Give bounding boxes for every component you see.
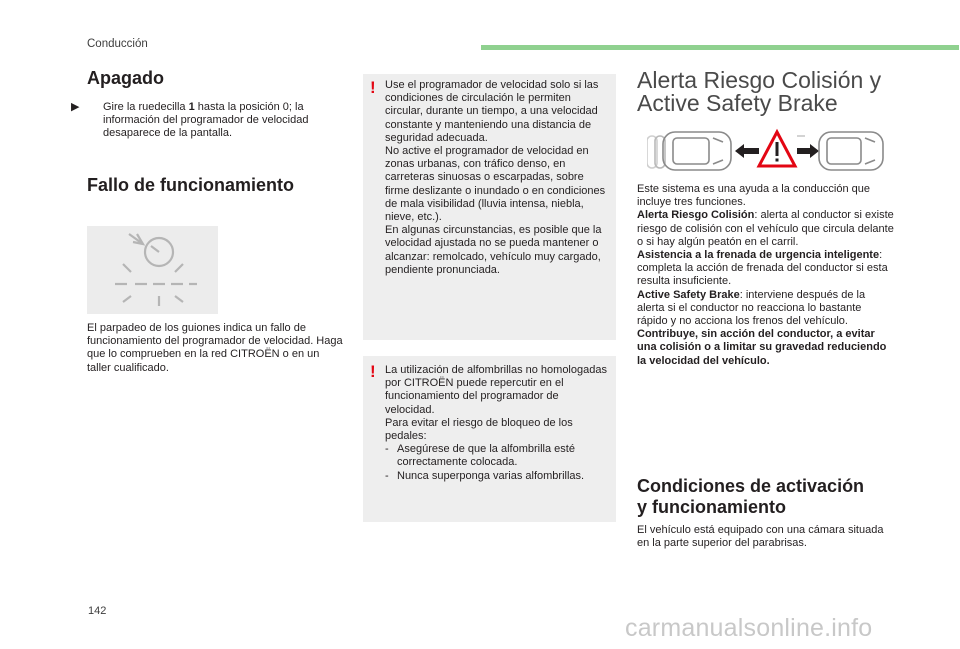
warning-icon: !	[370, 78, 376, 97]
list-item: - Asegúrese de que la alfombrilla esté correctamente colocada.	[385, 443, 575, 469]
collision-illustration	[647, 126, 887, 176]
warning-triangle-icon	[759, 132, 795, 166]
warning-text: En algunas circunstancias, es posible que la velocidad ajustada no se pueda mantener o alcanzar: remolcado, vehículo muy cargado, pendiente pronunciada.	[385, 224, 602, 276]
bullet-icon: ▶	[71, 101, 80, 113]
warning-box-mats	[363, 356, 616, 522]
condiciones-text: El vehículo está equipado con una cámara situada en la parte superior del parabrisas.	[637, 524, 884, 550]
double-arrow-icon	[797, 144, 819, 158]
warning-text: La utilización de alfombrillas no homologadas por CITROËN puede repercutir en el funcionamiento del programador de velocidad.	[385, 364, 607, 416]
warning-box-cruise	[363, 74, 616, 340]
watermark: carmanualsonline.info	[625, 614, 873, 642]
condiciones-heading: Condiciones de activación y funcionamiento	[637, 476, 865, 517]
double-arrow-icon	[735, 144, 759, 158]
section-label: Conducción	[87, 38, 148, 50]
warning-text: Para evitar el riesgo de bloqueo de los pedales:	[385, 416, 573, 443]
header-accent-bar	[481, 45, 959, 50]
list-item: - Nunca superponga varias alfombrillas.	[385, 469, 585, 482]
apagado-heading: Apagado	[87, 68, 165, 88]
cruise-fault-illustration	[87, 226, 218, 314]
fallo-heading: Fallo de funcionamiento	[87, 175, 295, 195]
speedometer-dash-icon	[87, 226, 218, 314]
rear-car-icon	[647, 132, 731, 170]
fallo-description: El parpadeo de los guiones indica un fallo de funcionamiento del programador de velocidad. Haga que lo comprueben en la red CITROËN o en un taller cualificado.	[87, 322, 343, 374]
page-number: 142	[88, 605, 107, 617]
warning-text: No active el programador de velocidad en zonas urbanas, con tráfico denso, en carreteras sinuosas o escarpadas, sobre firme deslizante o inundado o en condiciones de mala visibilidad (lluvia intensa, niebla, nieve, etc.).	[385, 145, 606, 224]
alerta-title: Alerta Riesgo Colisión y Active Safety Brake	[637, 67, 882, 116]
warning-text: Use el programador de velocidad solo si las condiciones de circulación le permiten circular, durante un tiempo, a una velocidad constante y manteniendo una distancia de seguridad adecuada.	[385, 79, 599, 144]
warning-icon: !	[370, 362, 376, 381]
alerta-description: Este sistema es una ayuda a la conducción que incluye tres funciones. Alerta Riesgo Colisión: alerta al conductor si existe riesgo de colisión con el vehículo que circula delante o si hay algún peatón en el carril. Asistencia a la frenada de urgencia inteligente: completa la acción de frenada del conductor si esta resulta insuficiente. Active Safety Brake: interviene después de la alerta si el conductor no reacciona lo bastante rápido y no acciona los frenos del vehículo. Contribuye, sin acción del conductor, a evitar una colisión o a limitar su gravedad reduciendo la velocidad del vehículo.	[637, 183, 894, 367]
apagado-instruction: ▶ Gire la ruedecilla 1 hasta la posición 0; la información del programador de velocidad desaparece de la pantalla.	[71, 101, 309, 140]
